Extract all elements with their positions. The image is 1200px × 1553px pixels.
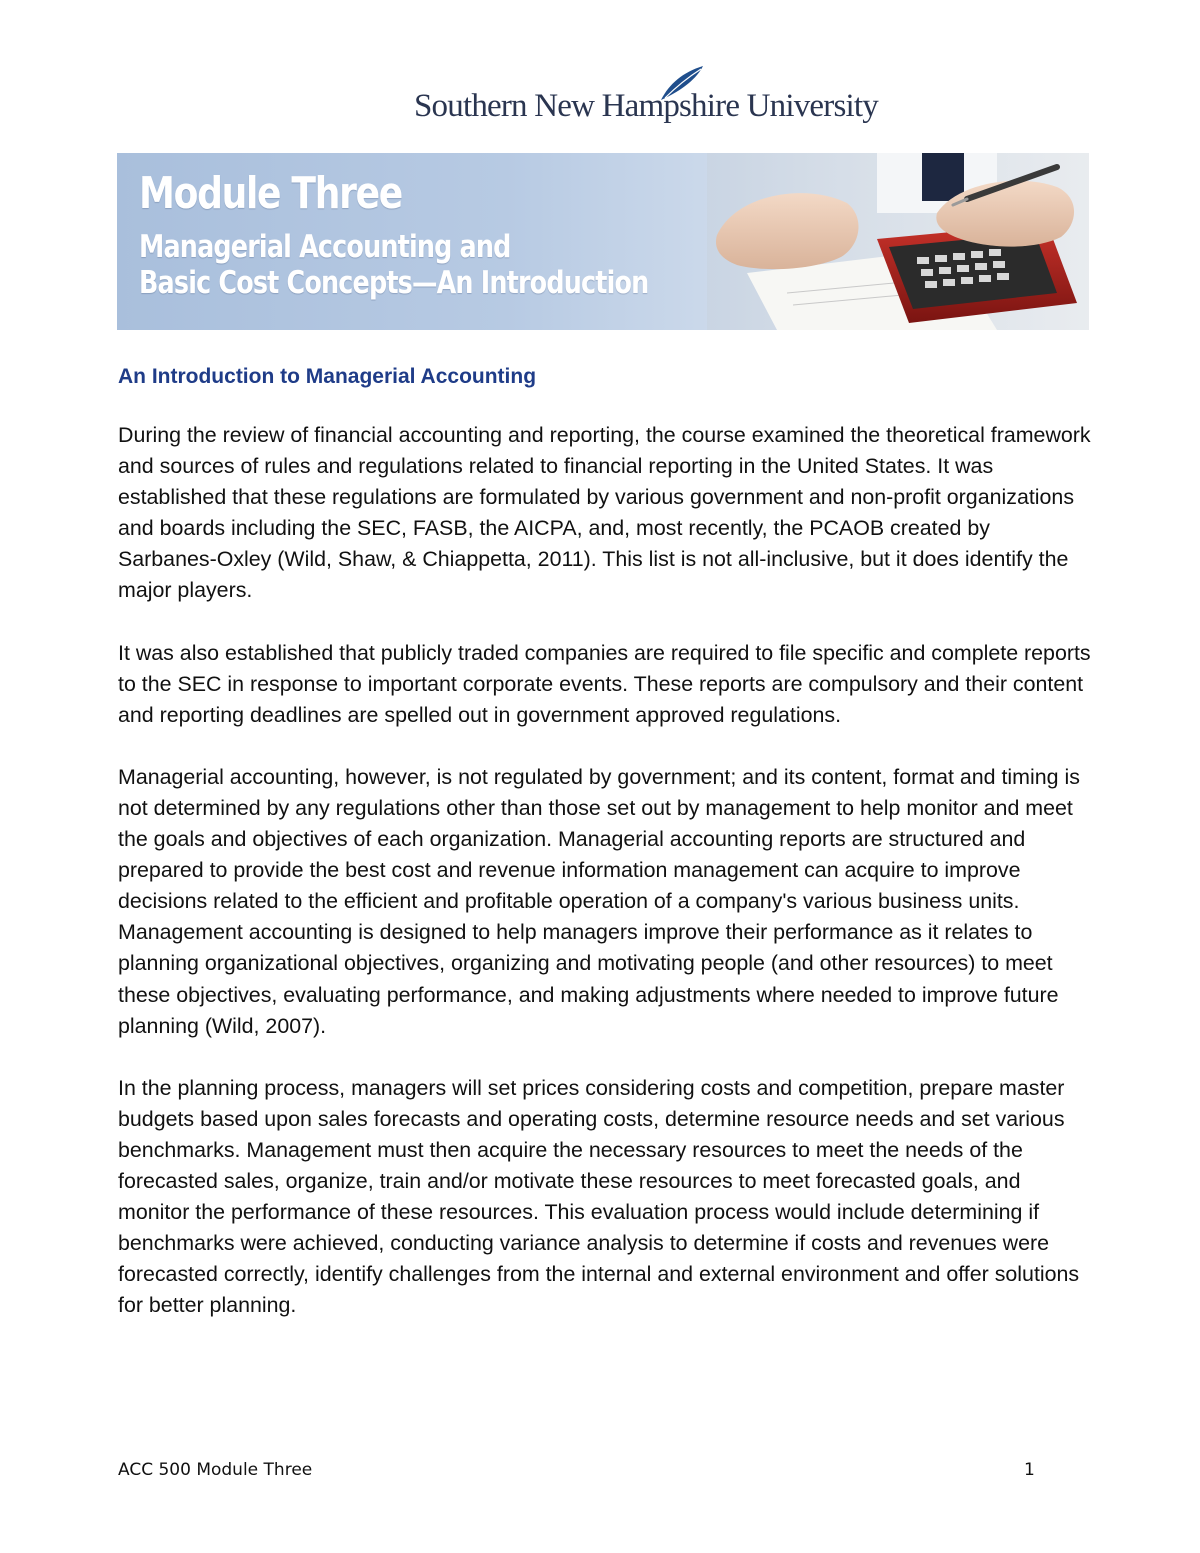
module-banner xyxy=(117,153,1089,330)
paragraph-3: Managerial accounting, however, is not regulated by government; and its content, format and timing is not determined by any regulations other than those set out by management to help monitor and meet the goals and objectives of each organization. Managerial accounting reports are structured and prepared to provide the best cost and revenue information management can acquire to improve decisions related to the efficient and profitable operation of a company's various business units. Management accounting is designed to help managers improve their performance as it relates to planning organizational objectives, organizing and motivating people (and other resources) to meet these objectives, evaluating performance, and making adjustments where needed to improve future planning (Wild, 2007). xyxy=(118,764,1080,1038)
banner-subtitle xyxy=(139,229,648,301)
paragraph-4: In the planning process, managers will set prices considering costs and competition, prepare master budgets based upon sales forecasts and operating costs, determine resource needs and set various benchmarks. Management must then acquire the necessary resources to meet the needs of the forecasted sales, organize, train and/or motivate these resources to meet forecasted goals, and monitor the performance of these resources. This evaluation process would include determining if benchmarks were achieved, conducting variance analysis to determine if costs and revenues were forecasted correctly, identify challenges from the internal and external environment and offer solutions for better planning. xyxy=(118,1075,1080,1318)
university-name: Southern New Hampshire University xyxy=(414,88,878,124)
paragraph-2: It was also established that publicly traded companies are required to file specific and complete reports to the SEC in response to important corporate events. These reports are compulsory and their content and reporting deadlines are spelled out in government approved regulations. xyxy=(118,640,1091,727)
banner-title: Module Three xyxy=(139,168,402,219)
banner-subtitle-line-1: Managerial Accounting and xyxy=(139,229,511,265)
paragraph-1: During the review of financial accounting and reporting, the course examined the theoretical framework and sources of rules and regulations related to financial reporting in the United States. It was established that these regulations are formulated by various government and non-profit organizations and boards including the SEC, FASB, the AICPA, and, most recently, the PCAOB created by Sarbanes-Oxley (Wild, Shaw, & Chiappetta, 2011). This list is not all-inclusive, but it does identify the major players. xyxy=(118,423,1091,603)
university-logo xyxy=(414,64,878,130)
section-heading: An Introduction to Managerial Accounting xyxy=(118,365,537,388)
page-number: 1 xyxy=(1024,1460,1035,1480)
body-text xyxy=(118,420,1093,1352)
footer-course-label: ACC 500 Module Three xyxy=(118,1460,313,1480)
banner-subtitle-line-2: Basic Cost Concepts—An Introduction xyxy=(139,265,649,301)
